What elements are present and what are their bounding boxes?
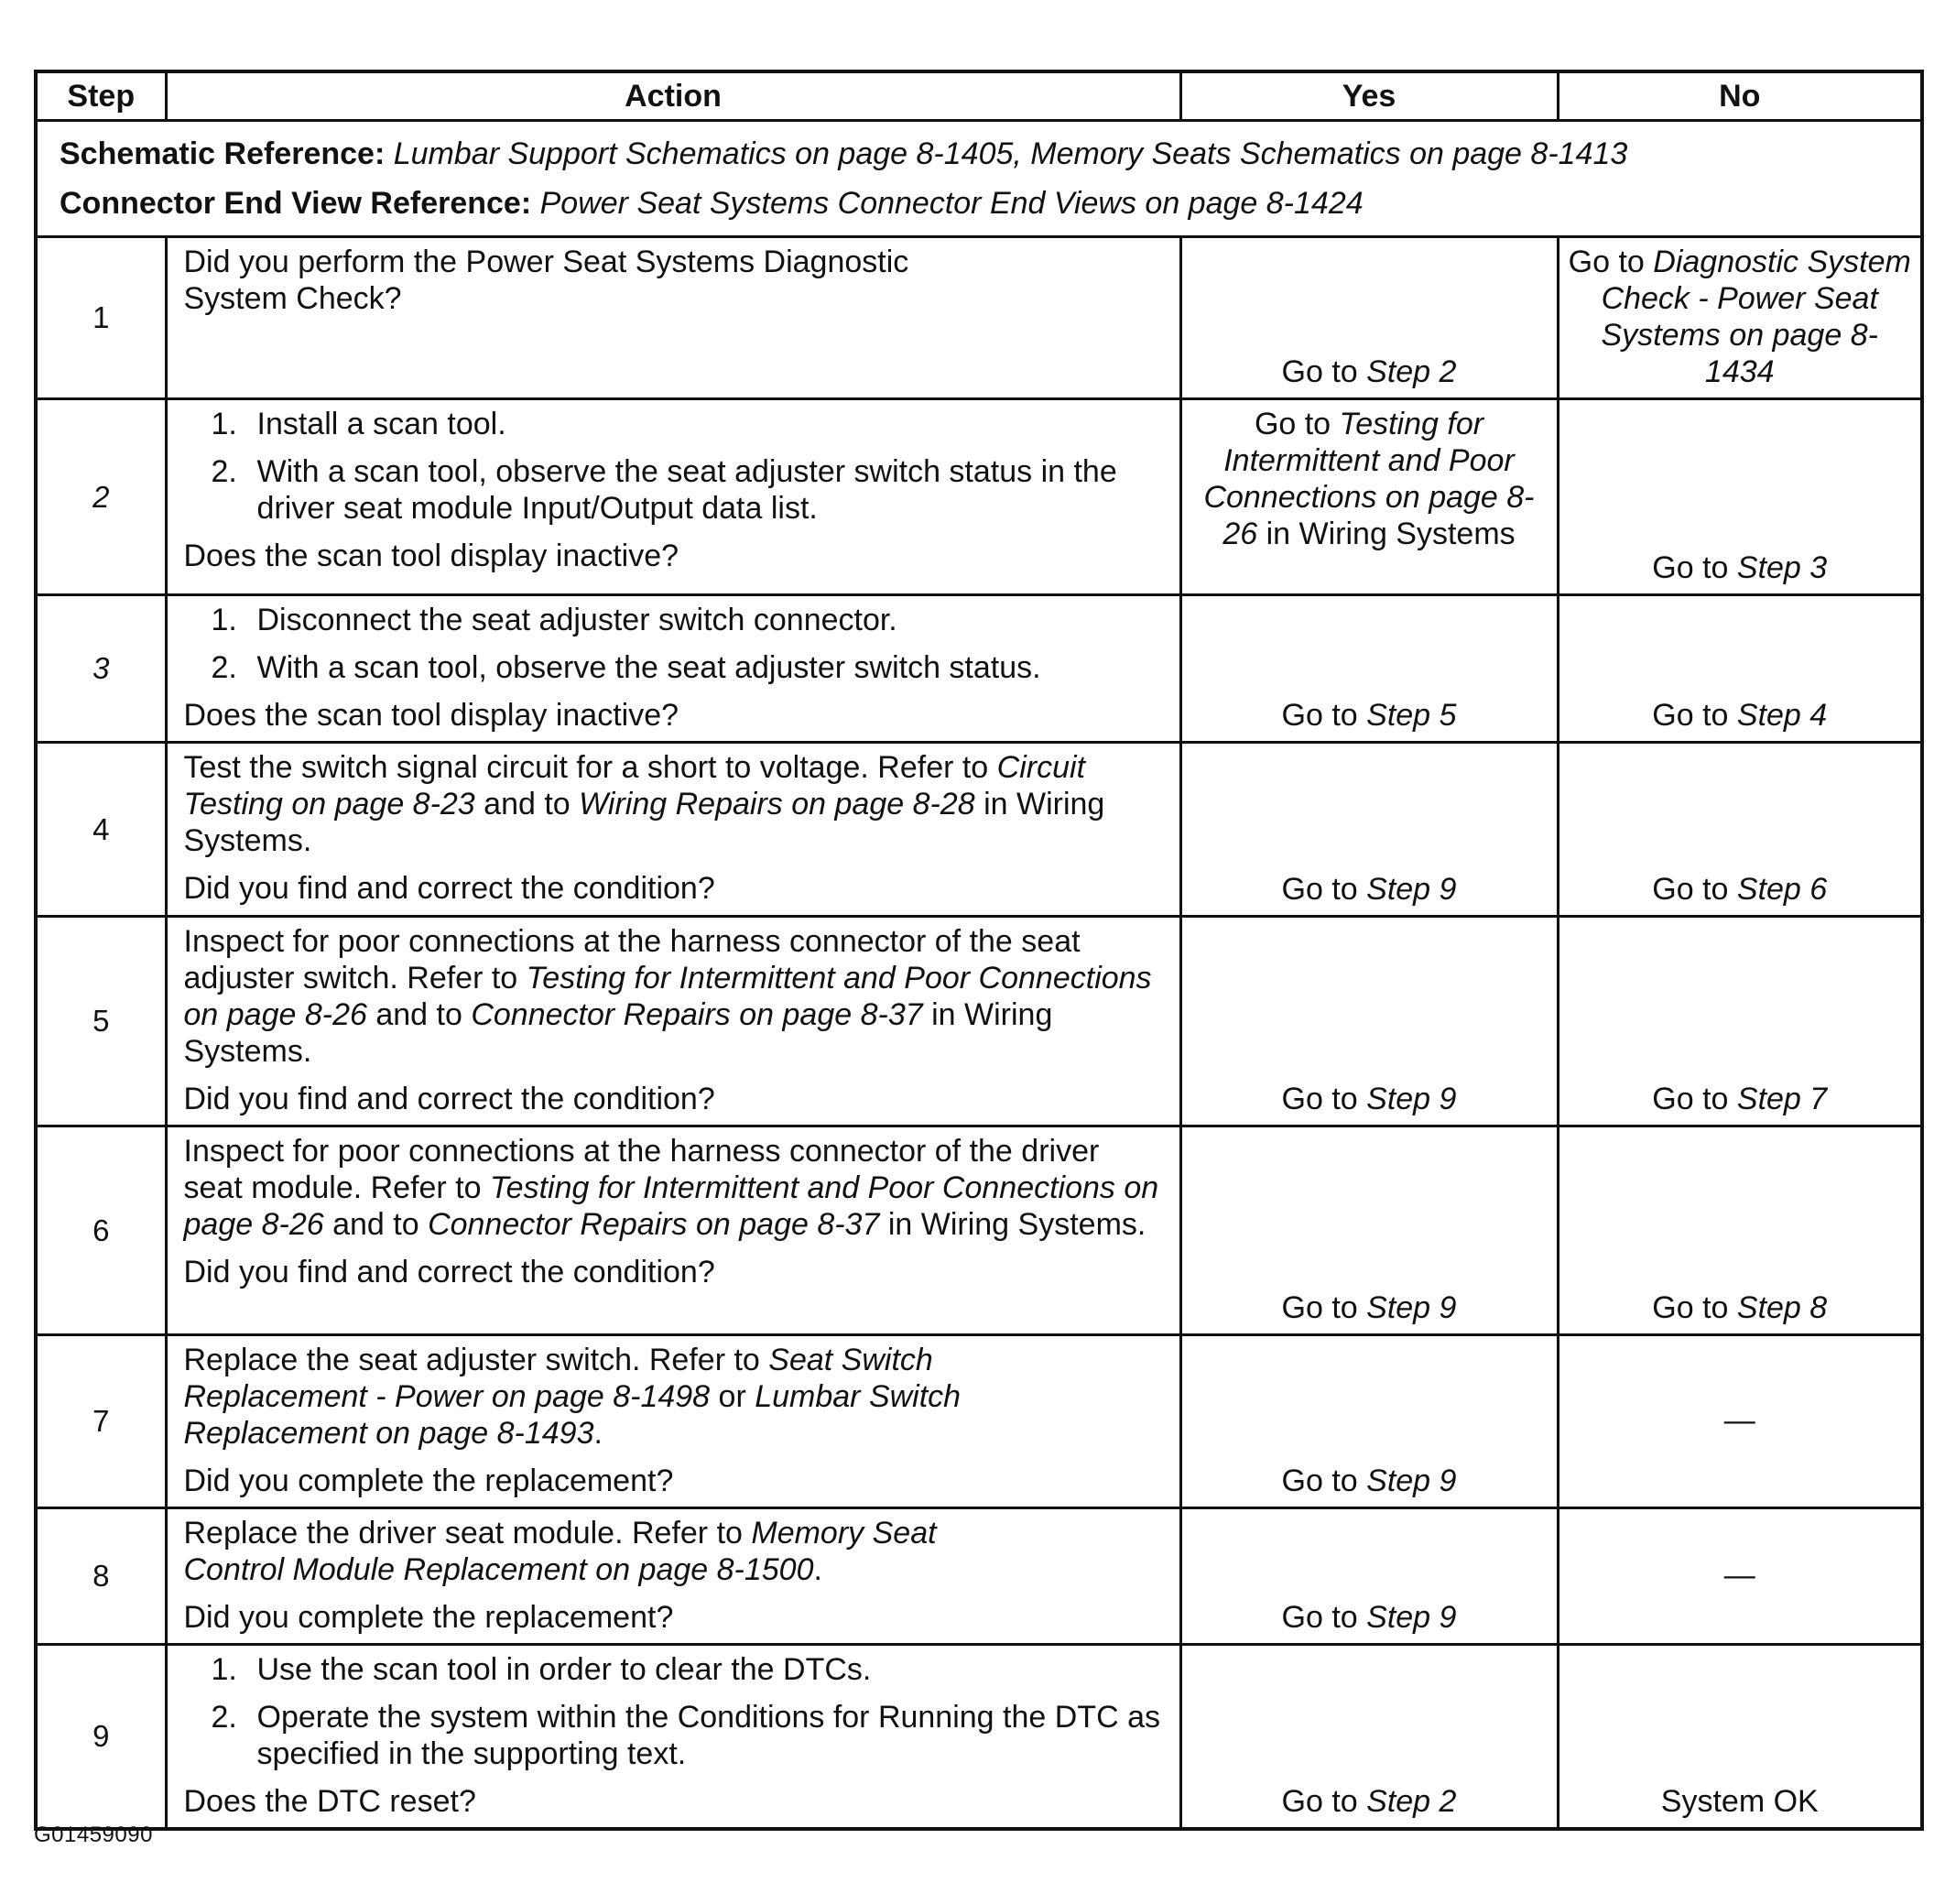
reference-link[interactable]: Connector Repairs on page 8-37: [471, 997, 923, 1032]
no-dash: —: [1723, 1403, 1755, 1438]
step-number: 8: [36, 1508, 166, 1645]
no-cell: [1558, 1335, 1922, 1508]
action-text: Test the switch signal circuit for a short to voltage. Refer to Circuit Testing on page 8-23 and to Wiring Repairs on page 8-28 in Wiring Systems.: [183, 750, 1105, 858]
yes-prefix: Go to: [1281, 354, 1367, 389]
table-row: [36, 743, 1922, 917]
no-cell: [1558, 743, 1922, 917]
yes-prefix: Go to: [1281, 1290, 1367, 1325]
diagnostic-table: [34, 70, 1924, 1831]
no-cell: [1558, 1508, 1922, 1645]
table-row: [36, 917, 1922, 1126]
no-cell: [1558, 1645, 1922, 1830]
header-row: [36, 71, 1922, 121]
yes-cell: [1180, 1508, 1558, 1645]
table-row: [36, 1645, 1922, 1830]
action-question: Did you complete the replacement?: [183, 1600, 674, 1635]
yes-cell: [1180, 1335, 1558, 1508]
connector-reference-link[interactable]: Power Seat Systems Connector End Views on page 8-1424: [539, 186, 1364, 221]
yes-link[interactable]: Step 5: [1366, 698, 1457, 733]
list-item: 1. Disconnect the seat adjuster switch connector.: [211, 603, 897, 637]
action-cell: [166, 1645, 1180, 1830]
no-link[interactable]: Diagnostic System Check - Power Seat Systems on page 8-1434: [1601, 245, 1911, 389]
yes-prefix: Go to: [1281, 1784, 1367, 1819]
yes-cell: [1180, 595, 1558, 743]
action-text: Inspect for poor connections at the harness connector of the seat adjuster switch. Refer to Testing for Intermittent and Poor Connections on page 8-26 and to Connector Repairs on page 8-37 in Wiring Systems.: [183, 924, 1152, 1069]
action-cell: [166, 595, 1180, 743]
table-row: [36, 237, 1922, 399]
step-number: 4: [36, 743, 166, 917]
no-link[interactable]: Step 4: [1736, 698, 1828, 733]
action-cell: [166, 237, 1180, 399]
table-row: [36, 1508, 1922, 1645]
no-prefix: Go to: [1652, 698, 1737, 733]
reference-cell: [36, 121, 1922, 237]
header-action: Action: [166, 71, 1180, 121]
table-row: [36, 595, 1922, 743]
no-link[interactable]: Step 8: [1736, 1290, 1828, 1325]
yes-prefix: Go to: [1281, 698, 1367, 733]
connector-reference-label: Connector End View Reference:: [60, 186, 532, 221]
reference-link[interactable]: Testing for Intermittent and Poor Connections on page 8-26: [183, 1170, 1159, 1242]
yes-link[interactable]: Step 9: [1366, 1600, 1457, 1635]
no-prefix: Go to: [1568, 245, 1654, 279]
no-prefix: Go to: [1652, 550, 1737, 585]
action-steps-list: [184, 406, 1167, 527]
figure-code: G01459090: [34, 1822, 153, 1847]
reference-link[interactable]: Seat Switch Replacement - Power on page 8-1498: [183, 1343, 933, 1414]
action-text: Inspect for poor connections at the harness connector of the driver seat module. Refer to Testing for Intermittent and Poor Connections on page 8-26 and to Connector Repairs on page 8-37 in Wiring Systems.: [183, 1134, 1159, 1242]
header-step: Step: [36, 71, 166, 121]
no-dash: —: [1723, 1558, 1755, 1593]
step-number: 7: [36, 1335, 166, 1508]
action-steps-list: [184, 602, 1167, 686]
no-prefix: Go to: [1652, 872, 1737, 907]
yes-prefix: Go to: [1281, 1463, 1367, 1498]
action-question: Did you perform the Power Seat Systems Diagnostic System Check?: [183, 245, 909, 316]
schematic-reference-link[interactable]: Lumbar Support Schematics on page 8-1405, Memory Seats Schematics on page 8-1413: [393, 136, 1628, 171]
table-row: [36, 1335, 1922, 1508]
yes-suffix: in Wiring Systems: [1257, 517, 1516, 551]
table-row: [36, 1126, 1922, 1335]
schematic-reference: [60, 129, 1920, 179]
yes-cell: [1180, 399, 1558, 595]
no-link[interactable]: Step 6: [1736, 872, 1828, 907]
yes-prefix: Go to: [1281, 1600, 1367, 1635]
reference-link[interactable]: Circuit Testing on page 8-23: [183, 750, 1086, 821]
list-item: 1. Use the scan tool in order to clear the DTCs.: [211, 1652, 872, 1687]
list-item: 1. Install a scan tool.: [211, 407, 506, 441]
reference-link[interactable]: Memory Seat Control Module Replacement on page 8-1500: [183, 1516, 937, 1587]
yes-link[interactable]: Step 9: [1366, 872, 1457, 907]
table-row: [36, 399, 1922, 595]
yes-cell: [1180, 237, 1558, 399]
no-cell: [1558, 237, 1922, 399]
step-number: 6: [36, 1126, 166, 1335]
step-number: 2: [36, 399, 166, 595]
action-question: Does the DTC reset?: [183, 1784, 476, 1819]
yes-link[interactable]: Step 9: [1366, 1463, 1457, 1498]
connector-reference: [60, 179, 1920, 228]
action-question: Does the scan tool display inactive?: [183, 698, 679, 733]
yes-cell: [1180, 743, 1558, 917]
step-number: 3: [36, 595, 166, 743]
header-no: No: [1558, 71, 1922, 121]
step-number: 9: [36, 1645, 166, 1830]
action-cell: [166, 1508, 1180, 1645]
no-link[interactable]: Step 3: [1736, 550, 1828, 585]
action-cell: [166, 399, 1180, 595]
action-cell: [166, 743, 1180, 917]
action-question: Does the scan tool display inactive?: [183, 539, 679, 573]
yes-prefix: Go to: [1281, 1082, 1367, 1116]
yes-cell: [1180, 1645, 1558, 1830]
list-item: 2. Operate the system within the Conditions for Running the DTC as specified in the supporting text.: [211, 1700, 1160, 1771]
list-item: 2. With a scan tool, observe the seat adjuster switch status.: [211, 650, 1041, 685]
action-question: Did you find and correct the condition?: [183, 871, 715, 906]
yes-link[interactable]: Step 9: [1366, 1290, 1457, 1325]
no-result: System OK: [1660, 1784, 1819, 1819]
no-prefix: Go to: [1652, 1290, 1737, 1325]
reference-link[interactable]: Testing for Intermittent and Poor Connections on page 8-26: [183, 961, 1152, 1032]
yes-cell: [1180, 1126, 1558, 1335]
step-number: 1: [36, 237, 166, 399]
yes-link[interactable]: Step 2: [1366, 354, 1457, 389]
no-cell: [1558, 1126, 1922, 1335]
action-steps-list: [184, 1651, 1167, 1772]
no-cell: [1558, 399, 1922, 595]
reference-link[interactable]: Wiring Repairs on page 8-28: [579, 787, 975, 821]
yes-link[interactable]: Step 2: [1366, 1784, 1457, 1819]
no-cell: [1558, 917, 1922, 1126]
action-text: Replace the seat adjuster switch. Refer to Seat Switch Replacement - Power on page 8-1498 or Lumbar Switch Replacement on page 8-1493.: [183, 1343, 962, 1451]
action-cell: [166, 1335, 1180, 1508]
step-number: 5: [36, 917, 166, 1126]
yes-prefix: Go to: [1254, 407, 1340, 441]
action-cell: [166, 1126, 1180, 1335]
action-question: Did you find and correct the condition?: [183, 1255, 715, 1289]
action-text: Replace the driver seat module. Refer to Memory Seat Control Module Replacement on page 8-1500.: [183, 1516, 937, 1587]
no-cell: [1558, 595, 1922, 743]
action-cell: [166, 917, 1180, 1126]
action-question: Did you complete the replacement?: [183, 1463, 674, 1498]
header-yes: Yes: [1180, 71, 1558, 121]
no-prefix: Go to: [1652, 1082, 1737, 1116]
reference-row: [36, 121, 1922, 237]
reference-link[interactable]: Lumbar Switch Replacement on page 8-1493: [183, 1379, 962, 1451]
reference-link[interactable]: Connector Repairs on page 8-37: [428, 1207, 880, 1242]
yes-link[interactable]: Testing for Intermittent and Poor Connections on page 8-26: [1203, 407, 1535, 551]
yes-cell: [1180, 917, 1558, 1126]
schematic-reference-label: Schematic Reference:: [60, 136, 386, 171]
no-link[interactable]: Step 7: [1736, 1082, 1828, 1116]
list-item: 2. With a scan tool, observe the seat adjuster switch status in the driver seat module Input/Output data list.: [211, 454, 1117, 526]
yes-link[interactable]: Step 9: [1366, 1082, 1457, 1116]
yes-prefix: Go to: [1281, 872, 1367, 907]
action-question: Did you find and correct the condition?: [183, 1082, 715, 1116]
